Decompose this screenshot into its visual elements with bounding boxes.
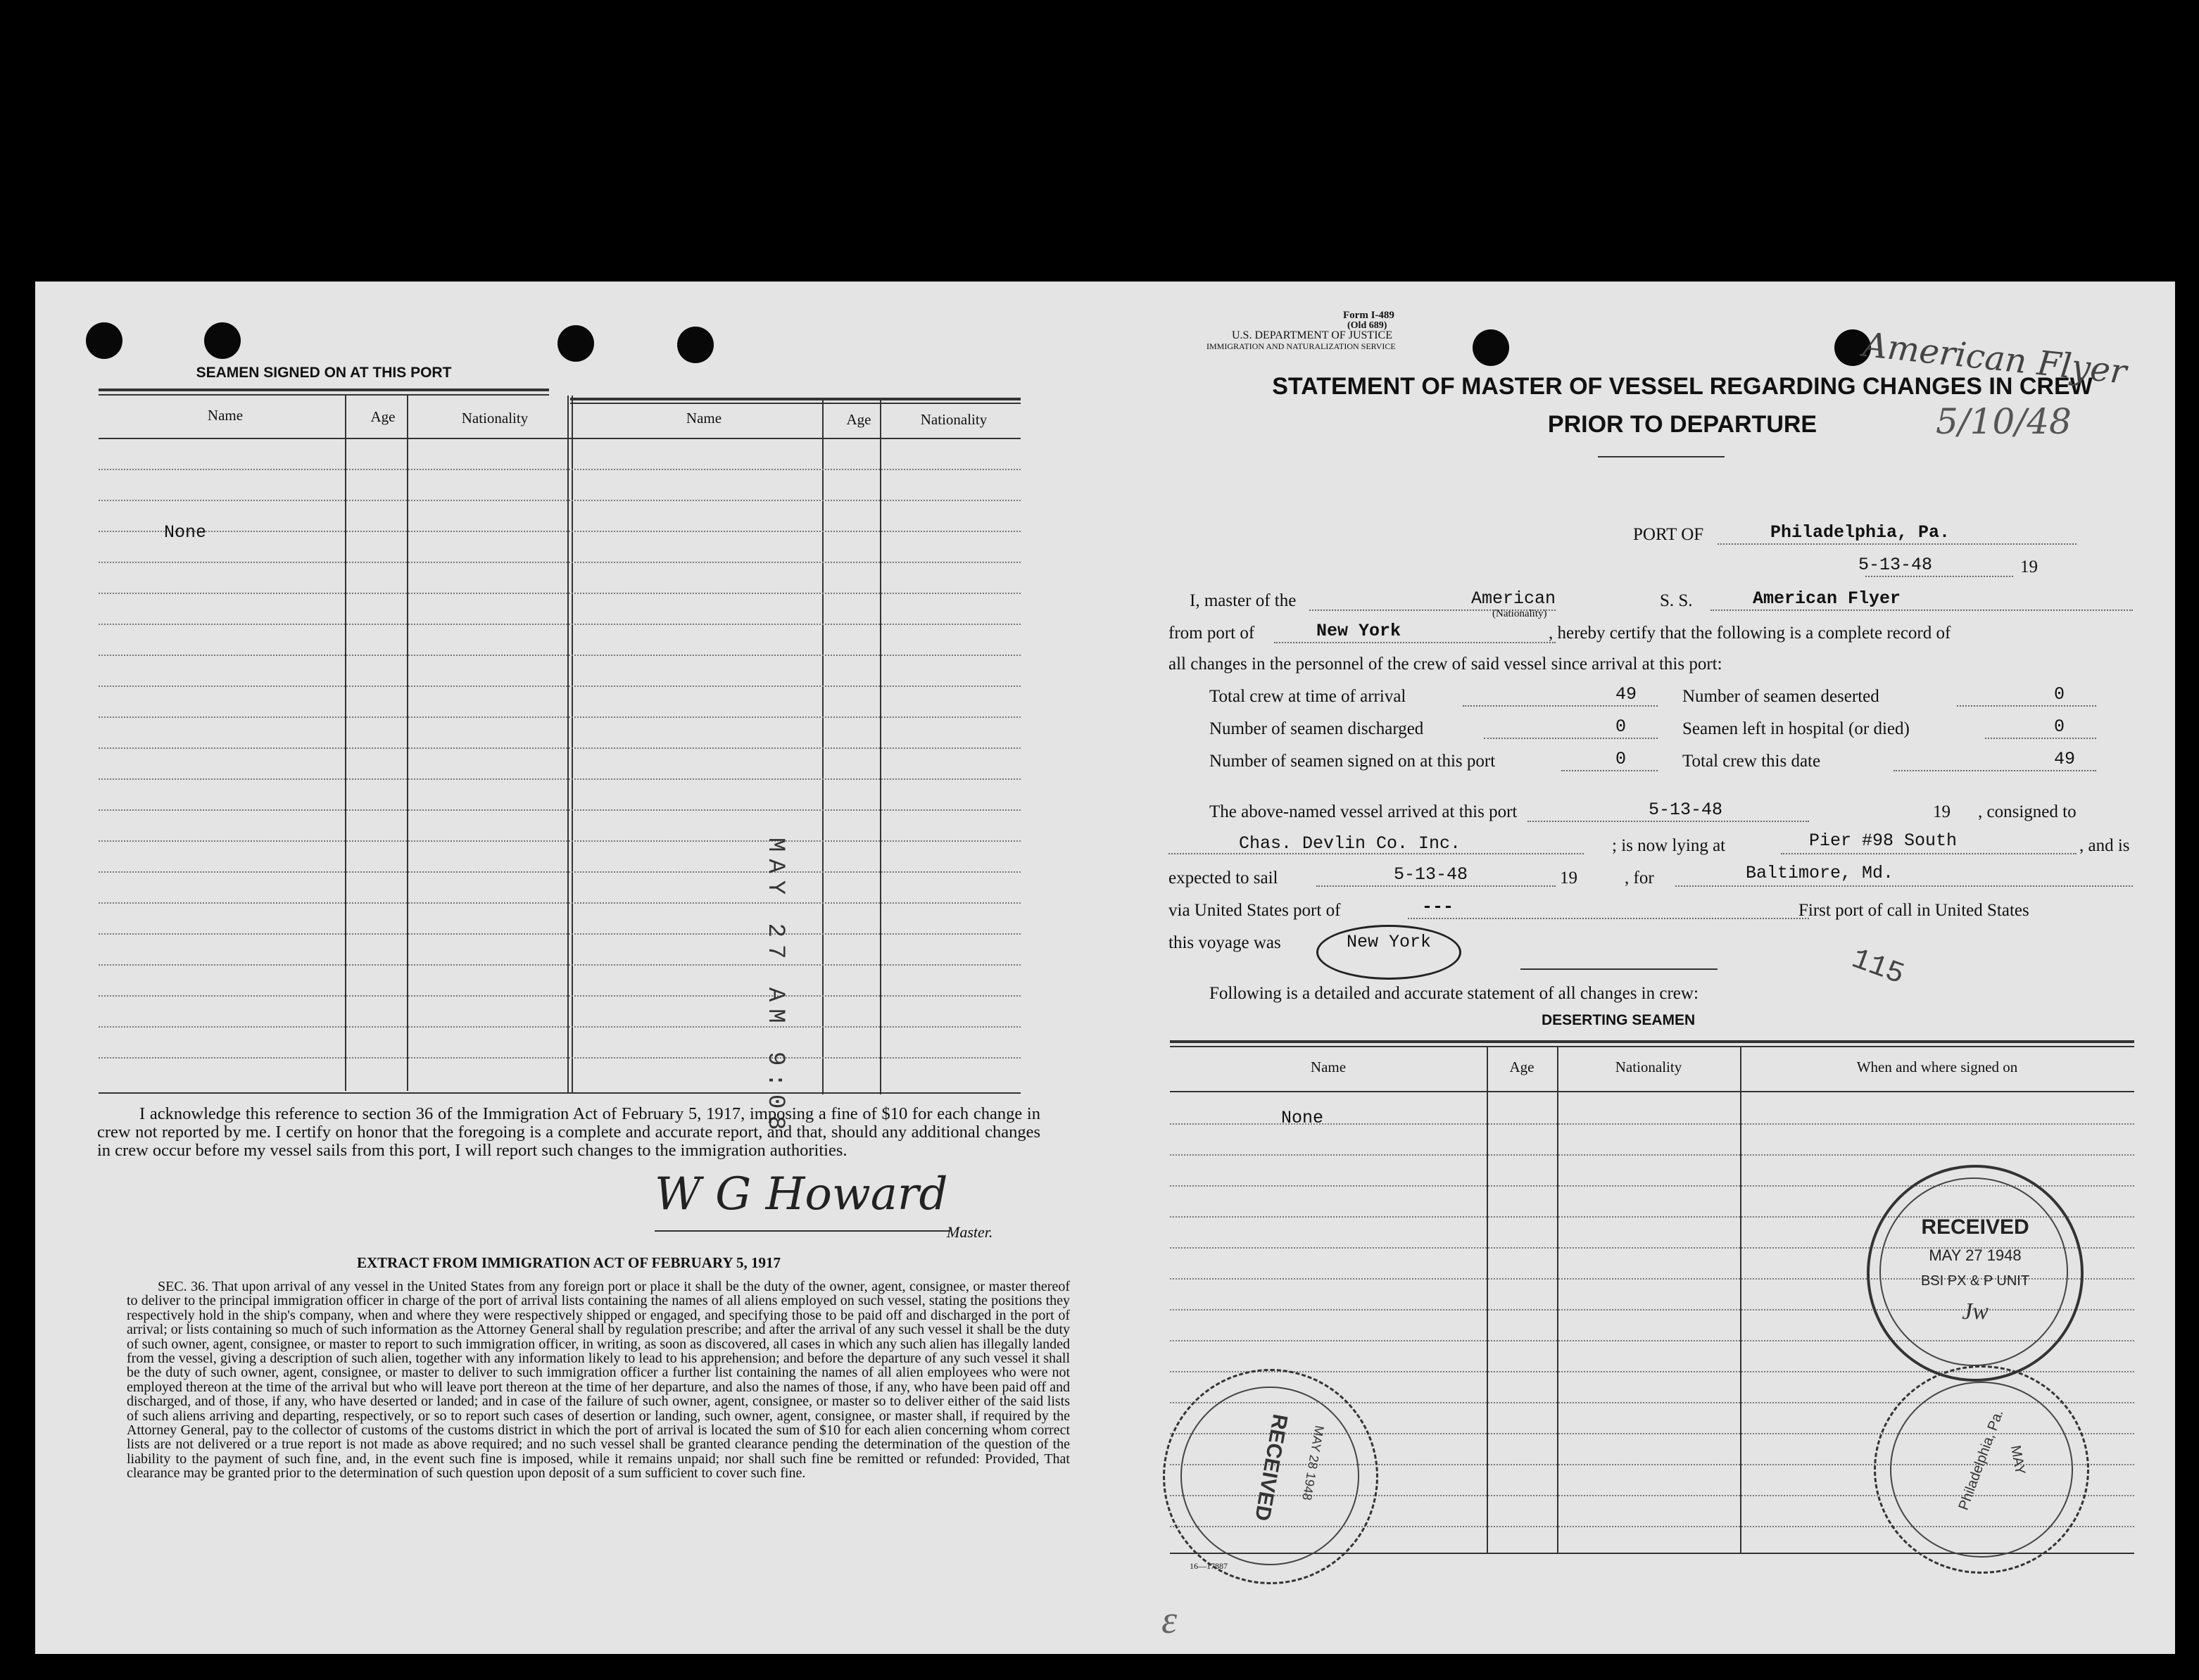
table-row-rule: [99, 871, 1021, 873]
vertical-time-stamp: MAY 27 AM 9:08: [762, 838, 788, 1137]
ship-line: [1710, 610, 2133, 611]
lying-label: ; is now lying at: [1612, 836, 1726, 855]
certify-text: , hereby certify that the following is a complete record of: [1549, 624, 1951, 643]
master-of-label: I, master of the: [1190, 591, 1297, 610]
table-bottom-rule: [99, 1092, 1021, 1094]
table-row-rule: [99, 840, 1021, 842]
table-row-rule: [99, 562, 1021, 563]
table-row-rule: [99, 686, 1021, 687]
deserting-top-rule: [1170, 1040, 2134, 1043]
via-line: [1408, 918, 1809, 919]
stamp-number: 115: [1847, 942, 1909, 992]
col-header-name: Name: [207, 407, 244, 424]
form-title-line-1: STATEMENT OF MASTER OF VESSEL REGARDING CHANGES IN CREW: [1272, 373, 2093, 400]
destination-value: Baltimore, Md.: [1746, 863, 1894, 883]
table-row-rule: [99, 500, 1021, 501]
philadelphia-stamp-text: Philadelphia, Pa.: [1955, 1408, 2007, 1512]
for-label: , for: [1625, 869, 1654, 888]
department-name: U.S. DEPARTMENT OF JUSTICE: [1232, 329, 1392, 341]
philadelphia-stamp: [1874, 1365, 2089, 1574]
handwritten-vessel-name: American Flyer: [1861, 325, 2129, 392]
col-header-name: Name: [686, 410, 722, 427]
form-number: Form I-489: [1343, 310, 1394, 321]
crew-stat-label: Total crew this date: [1682, 752, 1821, 771]
deserting-col-when-where: When and where signed on: [1856, 1059, 2018, 1075]
received-stamp-lower-left: [1163, 1369, 1378, 1584]
pier-value: Pier #98 South: [1809, 830, 1958, 851]
crew-stat-value: 0: [2054, 684, 2065, 705]
received-stamp-date: MAY 27 1948: [1929, 1246, 2022, 1264]
table-row-rule: [99, 809, 1021, 811]
form-code: 16—17887: [1190, 1561, 1228, 1571]
consigned-label: , consigned to: [1978, 802, 2077, 821]
report-date: 5-13-48: [1858, 555, 1933, 575]
deserting-header-rule: [1170, 1091, 2134, 1092]
table-row-rule: [99, 716, 1021, 718]
table-row-rule: [99, 902, 1021, 904]
form-old-number: (Old 689): [1347, 320, 1387, 331]
arrived-date: 5-13-48: [1649, 800, 1723, 820]
deserting-col-age: Age: [1509, 1059, 1535, 1075]
crew-stat-leader: [1985, 738, 2096, 739]
arrived-label: The above-named vessel arrived at this port: [1209, 802, 1518, 821]
ss-label: S. S.: [1660, 591, 1693, 610]
crew-stat-value: 49: [2054, 749, 2076, 769]
left-table-entry: None: [164, 522, 207, 543]
port-line: [1718, 543, 2077, 545]
table-row-rule: [99, 995, 1021, 997]
lower-left-stamp-date: MAY 28 1948: [1299, 1424, 1327, 1502]
crew-stat-leader: [1957, 705, 2096, 707]
table-row-rule: [99, 964, 1021, 966]
crew-stat-leader: [1561, 770, 1658, 771]
via-value: ---: [1422, 897, 1454, 917]
signature-line: [655, 1230, 950, 1232]
punch-hole: [86, 322, 122, 359]
nationality-caption: (Nationality): [1492, 608, 1547, 619]
table-row-rule: [99, 593, 1021, 594]
port-value: Philadelphia, Pa.: [1770, 522, 1951, 543]
port-label: PORT OF: [1633, 525, 1704, 544]
title-underline: [1598, 456, 1725, 457]
received-stamp: [1867, 1165, 2084, 1382]
crew-stat-label: Number of seamen signed on at this port: [1209, 752, 1496, 771]
table-top-rule: [570, 403, 1021, 404]
table-row-rule: [99, 778, 1021, 780]
crew-stat-label: Number of seamen deserted: [1682, 687, 1879, 706]
crew-stat-label: Number of seamen discharged: [1209, 719, 1424, 738]
from-port-label: from port of: [1168, 624, 1255, 643]
table-top-rule: [570, 398, 1021, 400]
all-changes-text: all changes in the personnel of the crew of said vessel since arrival at this port:: [1168, 655, 1722, 674]
crew-stat-leader: [1463, 705, 1658, 707]
form-title-line-2: PRIOR TO DEPARTURE: [1547, 411, 1817, 438]
first-port-label: First port of call in United States: [1798, 901, 2029, 920]
table-row-rule: [99, 1057, 1021, 1059]
crew-stat-value: 0: [2054, 716, 2065, 737]
deserting-divider: [1740, 1046, 1741, 1553]
crew-stat-leader: [1484, 738, 1658, 739]
crew-stat-value: 49: [1615, 684, 1637, 705]
table-row-rule: [99, 747, 1021, 749]
pencil-mark: ε: [1161, 1598, 1178, 1642]
consignee-value: Chas. Devlin Co. Inc.: [1239, 833, 1461, 854]
column-divider: [822, 398, 824, 1094]
deserting-entry: None: [1281, 1108, 1324, 1128]
header-bottom-rule: [99, 438, 1021, 439]
from-port-line: [1274, 642, 1556, 643]
year-label: 19: [2020, 557, 2038, 576]
table-row-rule: [99, 1026, 1021, 1028]
voyage-value: New York: [1347, 932, 1432, 952]
via-label: via United States port of: [1168, 901, 1341, 920]
table-row-rule: [99, 933, 1021, 935]
philadelphia-stamp-month: MAY: [2007, 1444, 2028, 1476]
sail-year-label: 19: [1560, 869, 1577, 888]
deserting-top-rule: [1170, 1046, 2134, 1047]
handwritten-date: 5/10/48: [1936, 401, 2072, 442]
table-row-rule: [99, 469, 1021, 470]
punch-hole: [1473, 329, 1509, 366]
crew-stat-value: 0: [1615, 749, 1627, 769]
crew-stat-label: Seamen left in hospital (or died): [1682, 719, 1910, 738]
received-stamp-unit: BSI PX & P UNIT: [1920, 1273, 2030, 1289]
arrived-line: [1527, 821, 1809, 822]
acknowledgement-text: I acknowledge this reference to section 36 of the Immigration Act of February 5, 1917, imposing a fine of $10 for each change in crew not reported by me. I certify on honor that the foregoing is a complete and accurate report, and that, should any additional changes in crew occur before my vessel sails from this port, I will report such changes to the immigration authorities.: [97, 1104, 1040, 1160]
following-text: Following is a detailed and accurate statement of all changes in crew:: [1209, 984, 1699, 1003]
col-header-nationality: Nationality: [920, 411, 988, 428]
voyage-rule: [1520, 968, 1718, 970]
crew-stat-label: Total crew at time of arrival: [1209, 687, 1406, 706]
pier-line: [1781, 853, 2077, 854]
table-top-rule: [99, 394, 549, 396]
deserting-col-name: Name: [1310, 1059, 1347, 1075]
extract-text: SEC. 36. That upon arrival of any vessel in the United States from any foreign port or place it shall be the duty of the owner, agent, consignee, or master thereof to deliver to the principal immigration officer in charge of the port of arrival lists containing the names of all aliens employed on such vessel, stating the positions they respectively hold in the ship's company, when and where they were respectively shipped or engaged, and specifying those to be paid off and discharged in the port of arrival; or lists containing so much of such information as the Attorney General shall by regulation prescribe; and after the arrival of any such vessel it shall be the duty of such owner, agent, consignee, or master to report to such immigration officer, in writing, as soon as discovered, all cases in which any such alien has illegally landed from the vessel, giving a description of such alien, together with any information likely to lead to his apprehension; and before the departure of any such vessel it shall be the duty of such owner, agent, consignee, or master to deliver to such immigration officer a further list containing the names of all alien employees who were not employed thereon at the time of the arrival but who will leave port thereon at the time of her departure, and also the names of those, if any, who have been paid off and discharged, and of those, if any, who have deserted or landed; and in case of the failure of such owner, agent, consignee, or master so to deliver either of the said lists of such aliens arriving and departing, respectively, or so to report such cases of desertion or landing, such owner, agent, consignee, or master shall, if required by the Attorney General, pay to the collector of customs of the customs district in which the port of arrival is located the sum of $10 for each alien concerning whom correct lists are not delivered or a true report is not made as above required; and no such vessel shall be granted clearance pending the determination of the question of the liability to the payment of such fine, and, in the event such fine is imposed, while it remains unpaid; nor shall such fine be remitted or refunded: Provided, That clearance may be granted prior to the determination of such question upon deposit of a sum sufficient to cover such fine.: [127, 1279, 1070, 1482]
punch-hole: [557, 325, 594, 362]
master-label: Master.: [947, 1223, 993, 1241]
col-header-nationality: Nationality: [461, 410, 529, 427]
lower-left-stamp-label: RECEIVED: [1249, 1412, 1292, 1523]
ship-name: American Flyer: [1753, 588, 1901, 609]
document-sheet: [35, 282, 2175, 1654]
sail-date: 5-13-48: [1394, 864, 1468, 885]
received-stamp-initials: Jw: [1962, 1299, 1989, 1325]
col-header-age: Age: [846, 411, 871, 428]
deserting-divider: [1557, 1046, 1558, 1553]
col-header-age: Age: [370, 408, 396, 425]
and-is-label: , and is: [2079, 836, 2130, 855]
deserting-divider: [1487, 1046, 1488, 1553]
date-line: [1865, 576, 2013, 577]
column-divider: [345, 394, 346, 1091]
punch-hole: [204, 322, 241, 359]
received-stamp-label: RECEIVED: [1921, 1215, 2029, 1239]
table-row-rule: [99, 655, 1021, 656]
nationality-value: American: [1471, 588, 1556, 609]
service-name: IMMIGRATION AND NATURALIZATION SERVICE: [1206, 341, 1396, 351]
table-row-rule: [99, 531, 1021, 532]
extract-title: EXTRACT FROM IMMIGRATION ACT OF FEBRUARY 5, 1917: [356, 1254, 781, 1271]
sail-line: [1316, 885, 1556, 887]
expected-label: expected to sail: [1168, 869, 1278, 888]
crew-stat-leader: [1894, 770, 2096, 771]
column-divider: [880, 398, 881, 1094]
column-divider: [407, 394, 408, 1091]
crew-stat-value: 0: [1615, 716, 1627, 737]
left-table-title: SEAMEN SIGNED ON AT THIS PORT: [196, 365, 452, 381]
deserting-title: DESERTING SEAMEN: [1542, 1012, 1696, 1028]
destination-line: [1675, 885, 2133, 887]
punch-hole: [677, 327, 714, 363]
table-row-rule: [99, 624, 1021, 625]
table-top-rule: [99, 389, 549, 391]
arrived-year-label: 19: [1933, 802, 1951, 821]
voyage-label: this voyage was: [1168, 933, 1281, 952]
table-row-rule: [1170, 1154, 2134, 1156]
master-signature: W G Howard: [655, 1168, 948, 1220]
deserting-col-nationality: Nationality: [1615, 1059, 1682, 1075]
from-port-value: New York: [1316, 621, 1401, 641]
